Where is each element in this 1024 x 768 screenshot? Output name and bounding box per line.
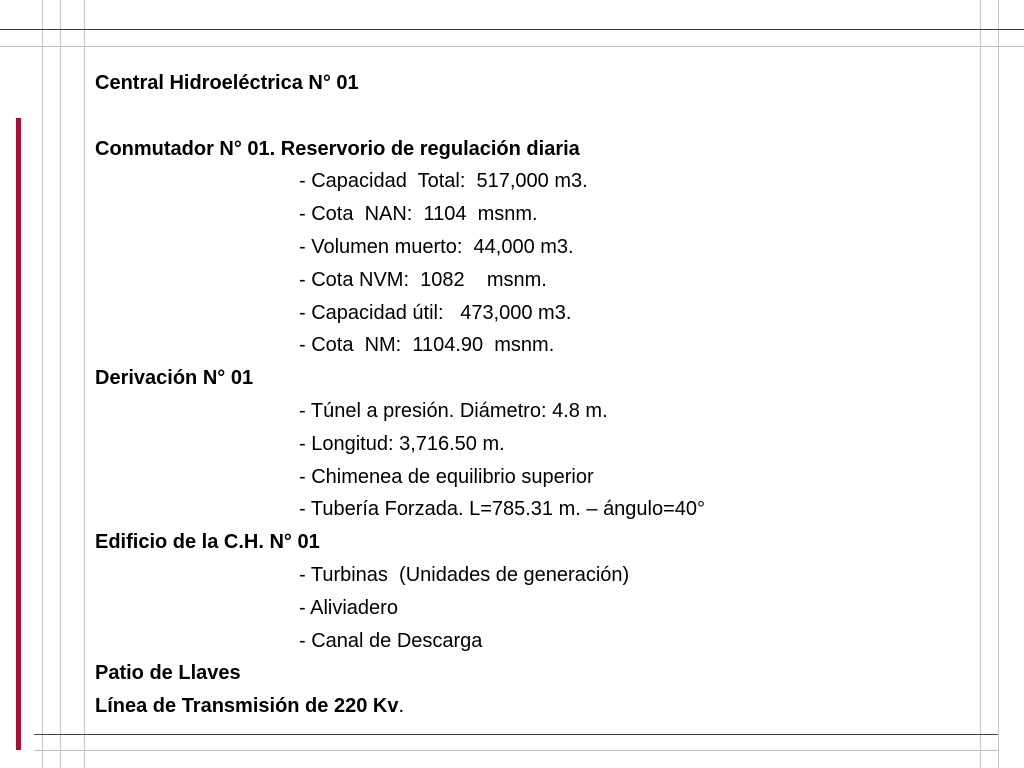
frame-line-right-1 [980,0,981,768]
frame-line-bottom-1 [34,734,998,735]
section-heading-linea-row [95,690,975,723]
spacer [95,100,975,133]
frame-line-top-1 [0,29,1024,30]
list-item: - Turbinas (Unidades de generación) [299,563,630,586]
list-item: - Volumen muerto: 44,000 m3. [299,235,574,258]
list-item: - Canal de Descarga [299,629,483,652]
section-heading-conmutador: Conmutador N° 01. Reservorio de regulación diaria [95,137,580,160]
frame-line-bottom-2 [34,750,998,751]
section-heading-edificio: Edificio de la C.H. N° 01 [95,531,320,554]
section-heading-derivacion: Derivación N° 01 [95,367,254,390]
list-item: - Cota NM: 1104.90 msnm. [299,334,555,357]
list-item: - Aliviadero [299,596,398,619]
list-item: - Capacidad útil: 473,000 m3. [299,301,572,324]
frame-line-left-1 [42,0,43,768]
accent-bar [16,118,21,750]
frame-line-top-2 [0,46,1024,47]
frame-line-left-2 [60,0,61,768]
list-item: - Cota NVM: 1082 msnm. [299,268,547,291]
list-item: - Cota NAN: 1104 msnm. [299,203,538,226]
list-item: - Túnel a presión. Diámetro: 4.8 m. [299,399,608,422]
trailing-period: . [398,695,405,718]
list-item: - Capacidad Total: 517,000 m3. [299,170,588,193]
frame-line-left-3 [84,0,85,768]
list-item: - Tubería Forzada. L=785.31 m. – ángulo=40° [299,498,706,521]
section-heading-linea: Línea de Transmisión de 220 Kv [95,695,399,718]
slide-content [95,67,975,723]
list-item: - Longitud: 3,716.50 m. [299,432,505,455]
list-item: - Chimenea de equilibrio superior [299,465,594,488]
frame-line-right-2 [998,0,999,768]
section-heading-patio: Patio de Llaves [95,662,241,685]
slide-title: Central Hidroeléctrica N° 01 [95,72,359,94]
